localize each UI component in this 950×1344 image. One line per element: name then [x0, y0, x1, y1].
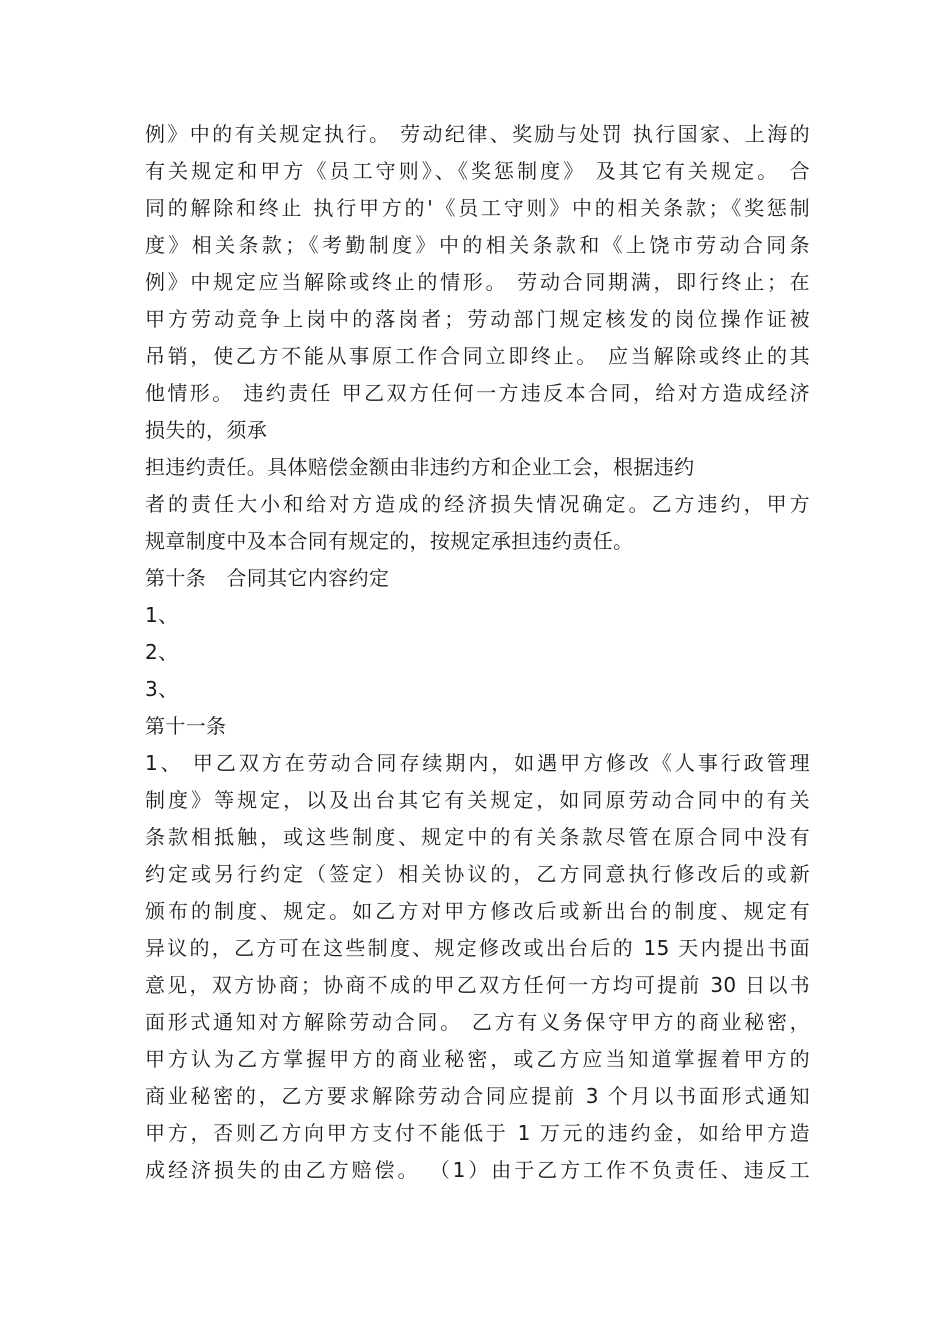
text-line: 担违约责任。具体赔偿金额由非违约方和企业工会，根据违约	[145, 455, 695, 479]
section-heading: 第十条 合同其它内容约定	[145, 566, 390, 590]
text-line: 甲方，否则乙方向甲方支付不能低于 1 万元的违约金，如给甲方造	[145, 1121, 810, 1145]
list-item: 1、	[145, 603, 179, 627]
text-line: 度》相关条款；《考勤制度》中的相关条款和《上饶市劳动合同条	[145, 233, 810, 257]
text-line: 吊销，使乙方不能从事原工作合同立即终止。 应当解除或终止的其	[145, 344, 810, 368]
text-line: 规章制度中及本合同有规定的，按规定承担违约责任。	[145, 529, 634, 553]
text-line: 商业秘密的，乙方要求解除劳动合同应提前 3 个月以书面形式通知	[145, 1084, 810, 1108]
text-line: 面形式通知对方解除劳动合同。 乙方有义务保守甲方的商业秘密，	[145, 1010, 810, 1034]
text-line: 异议的，乙方可在这些制度、规定修改或出台后的 15 天内提出书面	[145, 936, 810, 960]
list-item: 3、	[145, 677, 179, 701]
text-line: 成经济损失的由乙方赔偿。 （1）由于乙方工作不负责任、违反工	[145, 1158, 810, 1182]
text-line: 1、 甲乙双方在劳动合同存续期内，如遇甲方修改《人事行政管理	[145, 751, 810, 775]
text-line: 例》中规定应当解除或终止的情形。 劳动合同期满，即行终止；在	[145, 270, 810, 294]
text-line: 约定或另行约定（签定）相关协议的，乙方同意执行修改后的或新	[145, 862, 810, 886]
section-heading: 第十一条	[145, 714, 227, 738]
text-line: 甲方认为乙方掌握甲方的商业秘密，或乙方应当知道掌握着甲方的	[145, 1047, 810, 1071]
text-line: 他情形。 违约责任 甲乙双方任何一方违反本合同，给对方造成经济	[145, 381, 810, 405]
text-line: 条款相抵触，或这些制度、规定中的有关条款尽管在原合同中没有	[145, 825, 810, 849]
text-line: 颁布的制度、规定。如乙方对甲方修改后或新出台的制度、规定有	[145, 899, 810, 923]
document-body	[145, 116, 810, 1189]
text-line: 同的解除和终止 执行甲方的'《员工守则》中的相关条款；《奖惩制	[145, 196, 810, 220]
list-item: 2、	[145, 640, 179, 664]
text-line: 者的责任大小和给对方造成的经济损失情况确定。乙方违约，甲方	[145, 492, 810, 516]
text-line: 例》中的有关规定执行。 劳动纪律、奖励与处罚 执行国家、上海的	[145, 122, 810, 146]
text-line: 甲方劳动竞争上岗中的落岗者；劳动部门规定核发的岗位操作证被	[145, 307, 810, 331]
text-line: 制度》等规定，以及出台其它有关规定，如同原劳动合同中的有关	[145, 788, 810, 812]
text-line: 有关规定和甲方《员工守则》、《奖惩制度》 及其它有关规定。 合	[145, 159, 810, 183]
text-line: 损失的，须承	[145, 418, 268, 442]
text-line: 意见，双方协商；协商不成的甲乙双方任何一方均可提前 30 日以书	[145, 973, 810, 997]
